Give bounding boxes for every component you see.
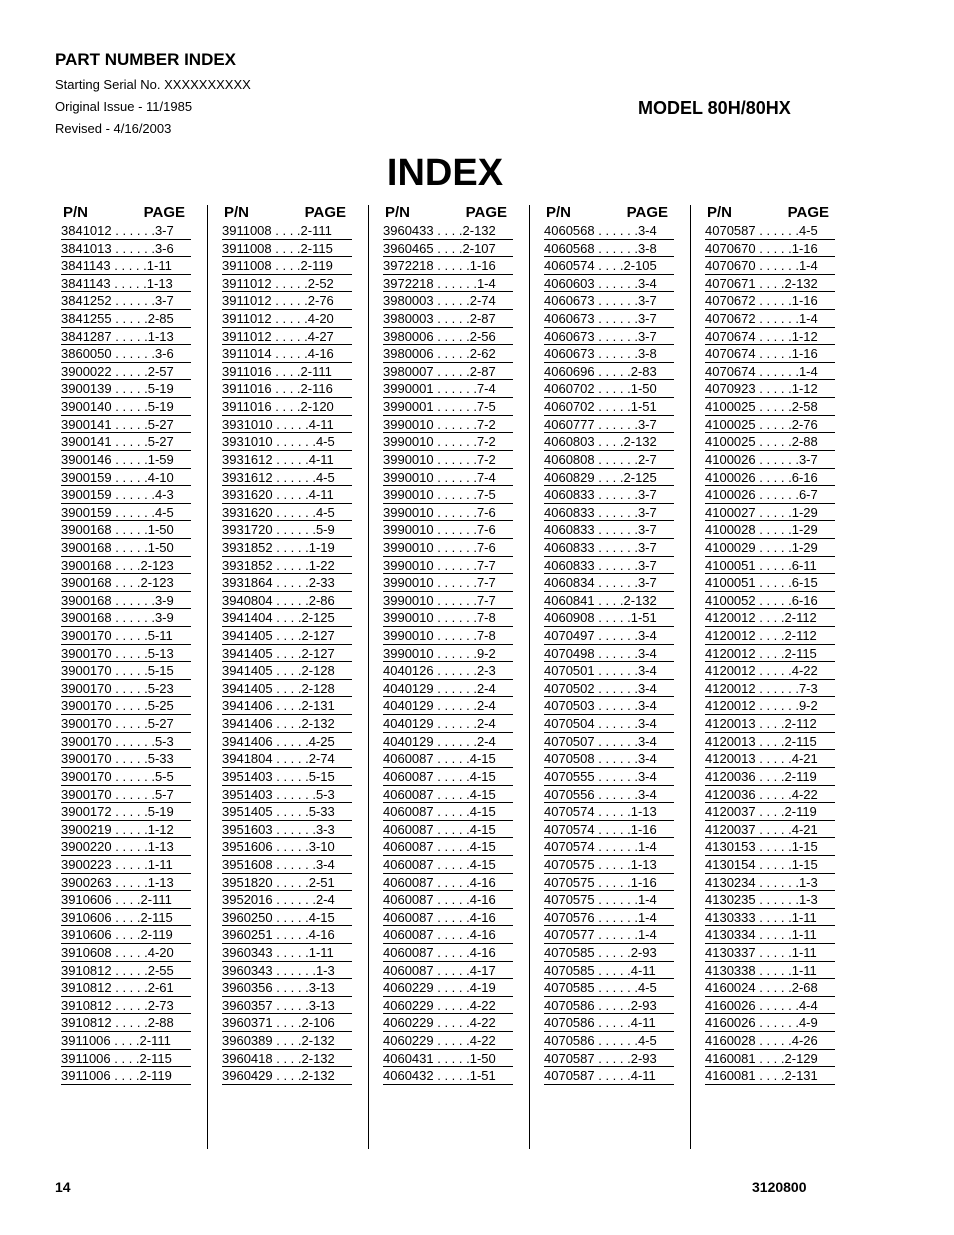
index-entry: 4060777 . . . . . .3-7 [544,416,674,434]
column-header [61,202,191,222]
index-entry: 3900159 . . . . . .4-3 [61,486,191,504]
index-entry: 4060087 . . . . .4-15 [383,856,513,874]
index-entry: 3900170 . . . . .5-27 [61,715,191,733]
index-entry: 4070587 . . . . . .4-5 [705,222,835,240]
index-entry: 3960356 . . . . .3-13 [222,979,352,997]
index-entry: 3911006 . . . .2-119 [61,1067,191,1085]
index-entry: 3980003 . . . . .2-74 [383,292,513,310]
column-divider [207,205,208,1149]
column-header [222,202,352,222]
index-entry: 4120036 . . . . .4-22 [705,786,835,804]
index-entry: 4070575 . . . . . .1-4 [544,891,674,909]
index-entry: 3941404 . . . .2-125 [222,609,352,627]
index-entry: 3841252 . . . . . .3-7 [61,292,191,310]
index-entry: 3960251 . . . . .4-16 [222,926,352,944]
index-entry: 3900141 . . . . .5-27 [61,433,191,451]
index-entry: 3931852 . . . . .1-19 [222,539,352,557]
index-entry: 3910812 . . . . .2-61 [61,979,191,997]
index-entry: 4120012 . . . .2-112 [705,627,835,645]
index-entry: 3910608 . . . . .4-20 [61,944,191,962]
index-entry: 3911014 . . . . .4-16 [222,345,352,363]
index-entry: 3910812 . . . . .2-55 [61,962,191,980]
index-entry: 4070671 . . . .2-132 [705,275,835,293]
index-entry: 4060908 . . . . .1-51 [544,609,674,627]
column-header [544,202,674,222]
index-entry: 4060833 . . . . . .3-7 [544,486,674,504]
index-entry: 3910812 . . . . .2-88 [61,1014,191,1032]
index-entry: 4070674 . . . . . .1-4 [705,363,835,381]
index-entry: 4060431 . . . . .1-50 [383,1050,513,1068]
index-entry: 4070586 . . . . . .4-5 [544,1032,674,1050]
index-entry: 3951820 . . . . .2-51 [222,874,352,892]
index-entry: 4070670 . . . . . .1-4 [705,257,835,275]
index-entry: 3900170 . . . . . .5-7 [61,786,191,804]
index-entry: 4070586 . . . . .4-11 [544,1014,674,1032]
index-entry: 4160026 . . . . . .4-9 [705,1014,835,1032]
index-entry: 4070587 . . . . .2-93 [544,1050,674,1068]
index-entry: 3990010 . . . . . .9-2 [383,645,513,663]
index-entry: 4070674 . . . . .1-12 [705,328,835,346]
index-entry: 3841143 . . . . .1-11 [61,257,191,275]
index-entry: 4120013 . . . . .4-21 [705,750,835,768]
index-entry: 3860050 . . . . . .3-6 [61,345,191,363]
index-entry: 3900141 . . . . .5-27 [61,416,191,434]
index-entry: 3990010 . . . . . .7-6 [383,504,513,522]
index-entry: 4060833 . . . . . .3-7 [544,521,674,539]
index-entry: 3841143 . . . . .1-13 [61,275,191,293]
index-entry: 4060696 . . . . .2-83 [544,363,674,381]
index-entry: 4070574 . . . . .1-13 [544,803,674,821]
index-entry: 4100025 . . . . .2-88 [705,433,835,451]
index-entry: 3911006 . . . .2-111 [61,1032,191,1050]
index-entry: 4040129 . . . . . .2-4 [383,697,513,715]
index-entry: 3931010 . . . . .4-11 [222,416,352,434]
index-entry: 3990010 . . . . . .7-8 [383,609,513,627]
index-entry: 4130334 . . . . .1-11 [705,926,835,944]
index-entry: 3960343 . . . . .1-11 [222,944,352,962]
index-entry: 3931620 . . . . . .4-5 [222,504,352,522]
index-entry: 4100025 . . . . .2-76 [705,416,835,434]
index-entry: 4060568 . . . . . .3-4 [544,222,674,240]
index-entry: 3960371 . . . .2-106 [222,1014,352,1032]
index-entry: 4060803 . . . .2-132 [544,433,674,451]
index-entry: 4070574 . . . . .1-16 [544,821,674,839]
page-header: PAGE [465,204,507,221]
index-entry: 4070585 . . . . .4-11 [544,962,674,980]
index-entry: 3952016 . . . . . .2-4 [222,891,352,909]
index-entry: 3960418 . . . .2-132 [222,1050,352,1068]
index-entry: 3900022 . . . . .2-57 [61,363,191,381]
index-entry: 3900139 . . . . .5-19 [61,380,191,398]
page-header: PAGE [143,204,185,221]
column-divider [690,205,691,1149]
index-entry: 3951603 . . . . . .3-3 [222,821,352,839]
index-entry: 3990010 . . . . . .7-2 [383,416,513,434]
index-entry: 4160081 . . . .2-131 [705,1067,835,1085]
index-entry: 4070556 . . . . . .3-4 [544,786,674,804]
index-entry: 3941405 . . . .2-128 [222,680,352,698]
index-entry: 4070672 . . . . . .1-4 [705,310,835,328]
index-column [222,202,352,1085]
index-entry: 3900170 . . . . .5-13 [61,645,191,663]
index-entry: 4070497 . . . . . .3-4 [544,627,674,645]
index-entry: 3900170 . . . . .5-11 [61,627,191,645]
index-entry: 4060229 . . . . .4-22 [383,997,513,1015]
index-column [61,202,191,1085]
index-entry: 3931612 . . . . .4-11 [222,451,352,469]
index-entry: 3990010 . . . . . .7-6 [383,539,513,557]
index-entry: 3900170 . . . . .5-23 [61,680,191,698]
index-column [705,202,835,1085]
index-entry: 3960465 . . . .2-107 [383,240,513,258]
index-entry: 4120012 . . . . .4-22 [705,662,835,680]
index-entry: 3972218 . . . . . .1-4 [383,275,513,293]
index-entry: 4060603 . . . . . .3-4 [544,275,674,293]
index-entry: 4060833 . . . . . .3-7 [544,539,674,557]
index-entry: 3900168 . . . . . .3-9 [61,592,191,610]
index-entry: 4060673 . . . . . .3-7 [544,328,674,346]
index-entry: 4040129 . . . . . .2-4 [383,733,513,751]
index-entry: 4130153 . . . . .1-15 [705,838,835,856]
index-entry: 4040129 . . . . . .2-4 [383,715,513,733]
index-column [544,202,674,1085]
index-entry: 4120012 . . . .2-112 [705,609,835,627]
index-entry: 3900170 . . . . . .5-3 [61,733,191,751]
index-entry: 4100052 . . . . .6-16 [705,592,835,610]
index-entry: 4060432 . . . . .1-51 [383,1067,513,1085]
index-entry: 4060087 . . . . .4-17 [383,962,513,980]
index-entry: 4070501 . . . . . .3-4 [544,662,674,680]
index-entry: 4060229 . . . . .4-22 [383,1032,513,1050]
original-issue-line: Original Issue - 11/1985 [55,99,193,114]
index-entry: 4100026 . . . . .6-16 [705,469,835,487]
index-entry: 4070574 . . . . . .1-4 [544,838,674,856]
index-entry: 4060833 . . . . . .3-7 [544,504,674,522]
index-entry: 3960389 . . . .2-132 [222,1032,352,1050]
index-entry: 3911016 . . . .2-120 [222,398,352,416]
index-entry: 3980003 . . . . .2-87 [383,310,513,328]
index-entry: 3960357 . . . . .3-13 [222,997,352,1015]
index-entry: 3900159 . . . . . .4-5 [61,504,191,522]
index-entry: 3931864 . . . . .2-33 [222,574,352,592]
index-entry: 3990010 . . . . . .7-6 [383,521,513,539]
index-entry: 3841013 . . . . . .3-6 [61,240,191,258]
index-column [383,202,513,1085]
index-entry: 4060834 . . . . . .3-7 [544,574,674,592]
index-entry: 3980006 . . . . .2-62 [383,345,513,363]
index-entry: 3931612 . . . . . .4-5 [222,469,352,487]
index-entry: 4100025 . . . . .2-58 [705,398,835,416]
index-entry: 3911008 . . . .2-111 [222,222,352,240]
index-entry: 4060087 . . . . .4-15 [383,786,513,804]
index-entry: 4130338 . . . . .1-11 [705,962,835,980]
index-entry: 3900168 . . . .2-123 [61,557,191,575]
part-number-header: P/N [63,204,89,221]
index-entry: 3900170 . . . . .5-33 [61,750,191,768]
index-entry: 4060229 . . . . .4-22 [383,1014,513,1032]
index-entry: 3900140 . . . . .5-19 [61,398,191,416]
index-entry: 3911016 . . . .2-111 [222,363,352,381]
index-entry: 4070503 . . . . . .3-4 [544,697,674,715]
index-entry: 4060673 . . . . . .3-8 [544,345,674,363]
index-entry: 4060087 . . . . .4-15 [383,803,513,821]
index-entry: 3911006 . . . .2-115 [61,1050,191,1068]
index-title: INDEX [386,152,504,194]
document-number: 3120800 [752,1179,807,1195]
index-entry: 4060833 . . . . . .3-7 [544,557,674,575]
index-entry: 4130234 . . . . . .1-3 [705,874,835,892]
index-entry: 3990010 . . . . . .7-2 [383,451,513,469]
index-entry: 3990001 . . . . . .7-5 [383,398,513,416]
index-entry: 3911012 . . . . .2-76 [222,292,352,310]
index-entry: 4120012 . . . . . .9-2 [705,697,835,715]
index-entry: 4100051 . . . . .6-11 [705,557,835,575]
index-entry: 3911008 . . . .2-115 [222,240,352,258]
index-entry: 4100026 . . . . . .6-7 [705,486,835,504]
part-number-header: P/N [546,204,572,221]
index-entry: 4070923 . . . . .1-12 [705,380,835,398]
index-entry: 3841287 . . . . .1-13 [61,328,191,346]
index-entry: 4130333 . . . . .1-11 [705,909,835,927]
index-entry: 3990010 . . . . . .7-4 [383,469,513,487]
index-entry: 4060087 . . . . .4-16 [383,909,513,927]
index-entry: 3910606 . . . .2-119 [61,926,191,944]
index-entry: 3900159 . . . . .4-10 [61,469,191,487]
page-heading: PART NUMBER INDEX [55,50,237,69]
index-entry: 3941405 . . . .2-127 [222,645,352,663]
index-entry: 3990010 . . . . . .7-2 [383,433,513,451]
page-header: PAGE [626,204,668,221]
revised-line: Revised - 4/16/2003 [55,121,172,136]
index-entry: 3990010 . . . . . .7-7 [383,592,513,610]
index-entry: 3951403 . . . . . .5-3 [222,786,352,804]
model-title: MODEL 80H/80HX [638,98,791,118]
index-entry: 4120012 . . . .2-115 [705,645,835,663]
index-entry: 4120013 . . . .2-112 [705,715,835,733]
index-entry: 4060087 . . . . .4-15 [383,821,513,839]
index-entry: 3900168 . . . .2-123 [61,574,191,592]
part-number-header: P/N [707,204,733,221]
index-entry: 4120012 . . . . . .7-3 [705,680,835,698]
index-entry: 3900170 . . . . .5-15 [61,662,191,680]
index-entry: 3990010 . . . . . .7-8 [383,627,513,645]
index-entry: 4070575 . . . . .1-13 [544,856,674,874]
index-entry: 4060702 . . . . .1-51 [544,398,674,416]
index-entry: 3900146 . . . . .1-59 [61,451,191,469]
index-entry: 3900170 . . . . . .5-5 [61,768,191,786]
index-entry: 4060574 . . . .2-105 [544,257,674,275]
index-entry: 3910606 . . . .2-111 [61,891,191,909]
index-entry: 3900170 . . . . .5-25 [61,697,191,715]
index-entry: 3910606 . . . .2-115 [61,909,191,927]
index-entry: 3941804 . . . . .2-74 [222,750,352,768]
index-entry: 3900220 . . . . .1-13 [61,838,191,856]
index-entry: 4060673 . . . . . .3-7 [544,310,674,328]
index-entry: 3941406 . . . .2-131 [222,697,352,715]
column-header [383,202,513,222]
index-entry: 4060808 . . . . . .2-7 [544,451,674,469]
index-entry: 4120037 . . . .2-119 [705,803,835,821]
index-entry: 3931620 . . . . .4-11 [222,486,352,504]
index-entry: 4060829 . . . .2-125 [544,469,674,487]
index-entry: 4060087 . . . . .4-15 [383,838,513,856]
index-entry: 4070504 . . . . . .3-4 [544,715,674,733]
index-entry: 3900168 . . . . .1-50 [61,539,191,557]
index-entry: 3931010 . . . . . .4-5 [222,433,352,451]
index-entry: 3910812 . . . . .2-73 [61,997,191,1015]
part-number-header: P/N [224,204,250,221]
index-entry: 4070507 . . . . . .3-4 [544,733,674,751]
index-entry: 4060568 . . . . . .3-8 [544,240,674,258]
index-entry: 4070587 . . . . .4-11 [544,1067,674,1085]
index-entry: 3900219 . . . . .1-12 [61,821,191,839]
index-entry: 3941405 . . . .2-128 [222,662,352,680]
index-entry: 3931720 . . . . . .5-9 [222,521,352,539]
index-entry: 3941405 . . . .2-127 [222,627,352,645]
index-entry: 3980007 . . . . .2-87 [383,363,513,381]
serial-number-line: Starting Serial No. XXXXXXXXXX [55,77,251,92]
index-entry: 4060087 . . . . .4-15 [383,768,513,786]
index-entry: 4070576 . . . . . .1-4 [544,909,674,927]
column-divider [368,205,369,1149]
index-entry: 4060841 . . . .2-132 [544,592,674,610]
index-entry: 3900168 . . . . .1-50 [61,521,191,539]
index-entry: 3951608 . . . . . .3-4 [222,856,352,874]
index-entry: 4060702 . . . . .1-50 [544,380,674,398]
index-entry: 3990010 . . . . . .7-7 [383,557,513,575]
index-entry: 4070498 . . . . . .3-4 [544,645,674,663]
index-entry: 3990010 . . . . . .7-5 [383,486,513,504]
index-entry: 3900168 . . . . . .3-9 [61,609,191,627]
index-entry: 4120036 . . . .2-119 [705,768,835,786]
index-entry: 4070575 . . . . .1-16 [544,874,674,892]
index-entry: 4100027 . . . . .1-29 [705,504,835,522]
index-entry: 4070670 . . . . .1-16 [705,240,835,258]
index-entry: 4130337 . . . . .1-11 [705,944,835,962]
index-entry: 4120013 . . . .2-115 [705,733,835,751]
index-entry: 3960429 . . . .2-132 [222,1067,352,1085]
page-header: PAGE [787,204,829,221]
index-entry: 4070672 . . . . .1-16 [705,292,835,310]
index-entry: 4130235 . . . . . .1-3 [705,891,835,909]
index-entry: 3841012 . . . . . .3-7 [61,222,191,240]
index-entry: 4060087 . . . . .4-16 [383,874,513,892]
index-entry: 3951606 . . . . .3-10 [222,838,352,856]
index-entry: 4060087 . . . . .4-15 [383,750,513,768]
index-entry: 3941406 . . . .2-132 [222,715,352,733]
page-header: PAGE [304,204,346,221]
index-entry: 3911012 . . . . .4-27 [222,328,352,346]
index-entry: 4070577 . . . . . .1-4 [544,926,674,944]
index-entry: 3960343 . . . . . .1-3 [222,962,352,980]
index-entry: 3900172 . . . . .5-19 [61,803,191,821]
index-entry: 4060087 . . . . .4-16 [383,891,513,909]
index-entry: 3911016 . . . .2-116 [222,380,352,398]
index-entry: 4160028 . . . . .4-26 [705,1032,835,1050]
index-entry: 4100051 . . . . .6-15 [705,574,835,592]
page-number: 14 [55,1179,71,1195]
index-entry: 4060087 . . . . .4-16 [383,926,513,944]
index-entry: 4070585 . . . . . .4-5 [544,979,674,997]
index-entry: 4100026 . . . . . .3-7 [705,451,835,469]
index-entry: 4040129 . . . . . .2-4 [383,680,513,698]
index-entry: 4070508 . . . . . .3-4 [544,750,674,768]
index-entry: 4070674 . . . . .1-16 [705,345,835,363]
index-entry: 3951403 . . . . .5-15 [222,768,352,786]
index-entry: 4070586 . . . . .2-93 [544,997,674,1015]
column-divider [529,205,530,1149]
index-entry: 3980006 . . . . .2-56 [383,328,513,346]
index-entry: 4070555 . . . . . .3-4 [544,768,674,786]
index-entry: 3990001 . . . . . .7-4 [383,380,513,398]
index-entry: 3911012 . . . . .2-52 [222,275,352,293]
index-entry: 4060087 . . . . .4-16 [383,944,513,962]
index-entry: 4130154 . . . . .1-15 [705,856,835,874]
index-entry: 3990010 . . . . . .7-7 [383,574,513,592]
index-entry: 3940804 . . . . .2-86 [222,592,352,610]
index-entry: 3911008 . . . .2-119 [222,257,352,275]
index-entry: 4120037 . . . . .4-21 [705,821,835,839]
index-entry: 3941406 . . . . .4-25 [222,733,352,751]
index-entry: 3931852 . . . . .1-22 [222,557,352,575]
part-number-header: P/N [385,204,411,221]
index-entry: 4100029 . . . . .1-29 [705,539,835,557]
index-entry: 3900263 . . . . .1-13 [61,874,191,892]
index-entry: 4160026 . . . . . .4-4 [705,997,835,1015]
index-entry: 3972218 . . . . .1-16 [383,257,513,275]
index-entry: 3911012 . . . . .4-20 [222,310,352,328]
index-entry: 4070502 . . . . . .3-4 [544,680,674,698]
index-entry: 3960250 . . . . .4-15 [222,909,352,927]
index-entry: 3960433 . . . .2-132 [383,222,513,240]
index-entry: 3951405 . . . . .5-33 [222,803,352,821]
index-entry: 4100028 . . . . .1-29 [705,521,835,539]
column-header [705,202,835,222]
index-entry: 3900223 . . . . .1-11 [61,856,191,874]
index-entry: 4060673 . . . . . .3-7 [544,292,674,310]
index-entry: 4160081 . . . .2-129 [705,1050,835,1068]
index-entry: 4040126 . . . . . .2-3 [383,662,513,680]
index-entry: 4060229 . . . . .4-19 [383,979,513,997]
index-entry: 4070585 . . . . .2-93 [544,944,674,962]
index-entry: 4160024 . . . . .2-68 [705,979,835,997]
index-entry: 3841255 . . . . .2-85 [61,310,191,328]
